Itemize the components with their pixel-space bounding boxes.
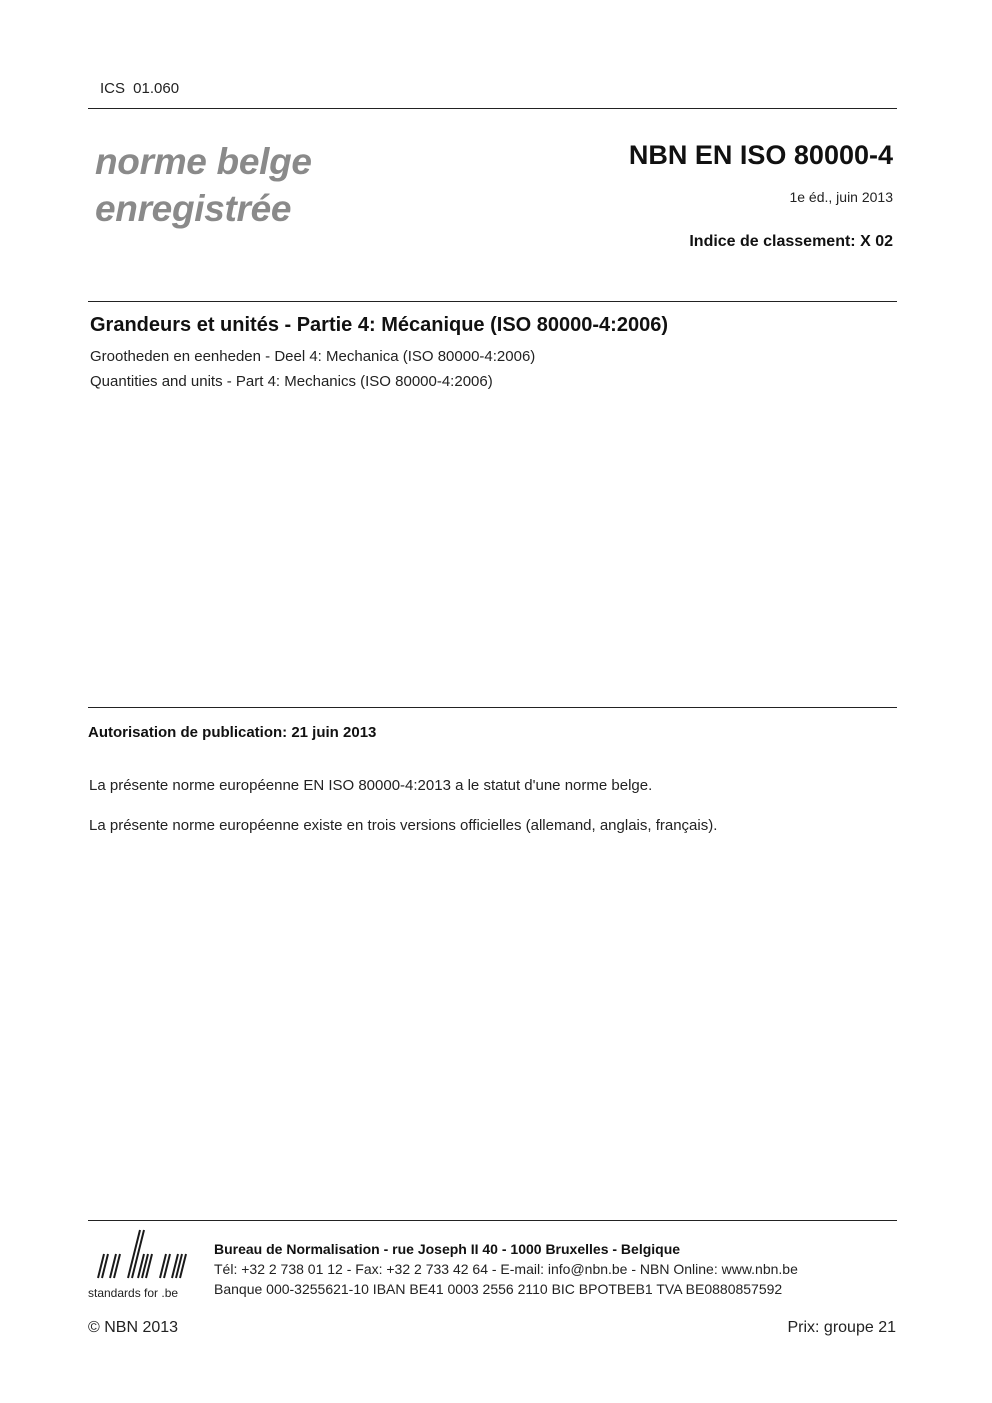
title-french: Grandeurs et unités - Partie 4: Mécanique (ISO 80000-4:2006) bbox=[90, 314, 668, 336]
standard-number: NBN EN ISO 80000-4 bbox=[628, 140, 893, 170]
title-top-rule bbox=[88, 301, 897, 302]
brand-line-2: enregistrée bbox=[95, 188, 292, 229]
bank-details: Banque 000-3255621-10 IBAN BE41 0003 2556 2110 BIC BPOTBEB1 TVA BE0880857592 bbox=[214, 1281, 783, 1297]
logo-tagline: standards for .be bbox=[88, 1286, 179, 1300]
title-dutch: Grootheden en eenheden - Deel 4: Mechanica (ISO 80000-4:2006) bbox=[90, 348, 536, 365]
copyright: © NBN 2013 bbox=[88, 1319, 179, 1336]
body-top-rule bbox=[88, 707, 897, 708]
status-paragraph: La présente norme européenne EN ISO 80000-4:2013 a le statut d'une norme belge. bbox=[89, 777, 653, 794]
price-group: Prix: groupe 21 bbox=[787, 1319, 896, 1336]
header-top-rule bbox=[88, 108, 897, 109]
nbn-logo bbox=[88, 1228, 203, 1306]
publication-authorization: Autorisation de publication: 21 juin 2013 bbox=[88, 724, 377, 741]
versions-paragraph: La présente norme européenne existe en trois versions officielles (allemand, anglais, français). bbox=[89, 817, 718, 834]
edition-date: 1e éd., juin 2013 bbox=[789, 189, 893, 205]
bureau-address: Bureau de Normalisation - rue Joseph II 40 - 1000 Bruxelles - Belgique bbox=[214, 1241, 681, 1257]
title-english: Quantities and units - Part 4: Mechanics (ISO 80000-4:2006) bbox=[90, 373, 493, 390]
brand-line-1: norme belge bbox=[95, 141, 312, 182]
ics-code: ICS 01.060 bbox=[100, 80, 180, 97]
footer-top-rule bbox=[88, 1220, 897, 1221]
classification-index: Indice de classement: X 02 bbox=[689, 233, 893, 250]
contact-line: Tél: +32 2 738 01 12 - Fax: +32 2 733 42 64 - E-mail: info@nbn.be - NBN Online: www.nbn.be bbox=[214, 1261, 798, 1277]
nbn-logo-mark bbox=[88, 1228, 203, 1284]
